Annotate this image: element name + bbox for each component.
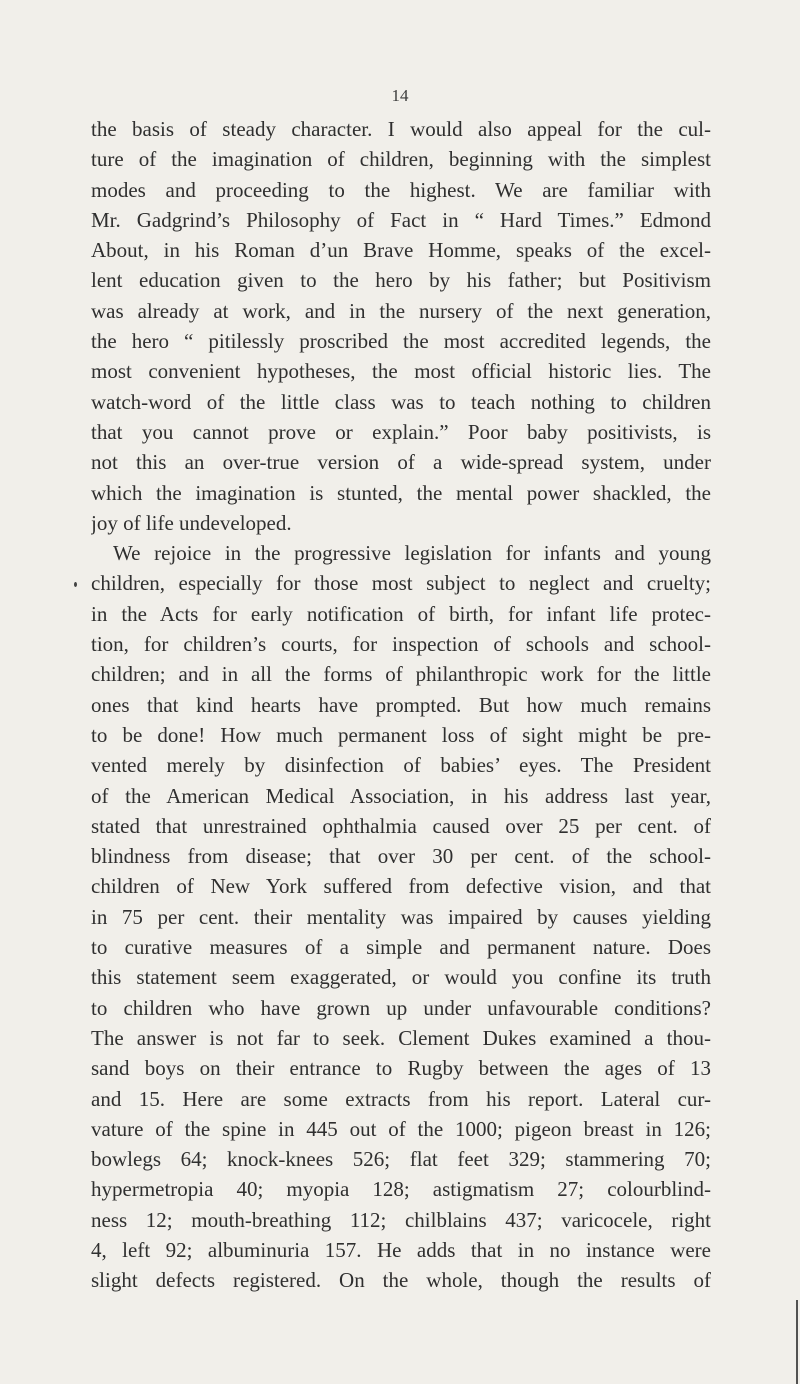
text-line: was already at work, and in the nursery of the next generation,: [91, 298, 711, 323]
page-number: 14: [391, 86, 409, 105]
text-line: to be done! How much permanent loss of sight might be pre-: [91, 722, 711, 747]
text-line: ones that kind hearts have prompted. But how much remains: [91, 692, 711, 717]
text-line: About, in his Roman d’un Brave Homme, speaks of the excel-: [91, 238, 711, 263]
text-line: stated that unrestrained ophthalmia caused over 25 per cent. of: [91, 813, 711, 838]
text-line: hypermetropia 40; myopia 128; astigmatism 27; colourblind-: [91, 1177, 711, 1202]
text-line: We rejoice in the progressive legislation for infants and young: [113, 541, 711, 566]
body-text: [91, 114, 711, 1296]
text-line: ture of the imagination of children, beginning with the simplest: [91, 147, 711, 172]
text-line: not this an over-true version of a wide-spread system, under: [91, 450, 711, 475]
text-line: of the American Medical Association, in his address last year,: [91, 783, 711, 808]
text-line: this statement seem exaggerated, or would you confine its truth: [91, 965, 711, 990]
text-line: in 75 per cent. their mentality was impaired by causes yielding: [91, 904, 711, 929]
text-line: The answer is not far to seek. Clement Dukes examined a thou-: [91, 1025, 711, 1050]
text-line: watch-word of the little class was to teach nothing to children: [91, 389, 711, 414]
text-line: blindness from disease; that over 30 per cent. of the school-: [91, 844, 711, 869]
text-line: sand boys on their entrance to Rugby between the ages of 13: [91, 1056, 711, 1081]
text-line: vature of the spine in 445 out of the 1000; pigeon breast in 126;: [91, 1116, 711, 1141]
text-line: slight defects registered. On the whole, though the results of: [91, 1268, 711, 1293]
text-line: joy of life undeveloped.: [91, 510, 292, 535]
text-line: children of New York suffered from defective vision, and that: [91, 874, 711, 899]
text-line: the basis of steady character. I would also appeal for the cul-: [91, 117, 711, 141]
text-line: and 15. Here are some extracts from his report. Lateral cur-: [91, 1086, 711, 1111]
page-edge-shadow: [796, 1300, 798, 1384]
text-line: bowlegs 64; knock-knees 526; flat feet 329; stammering 70;: [91, 1147, 711, 1172]
text-line: which the imagination is stunted, the mental power shackled, the: [91, 480, 711, 505]
text-line: most convenient hypotheses, the most official historic lies. The: [91, 359, 711, 384]
text-line: 4, left 92; albuminuria 157. He adds that in no instance were: [91, 1237, 711, 1262]
text-line: to curative measures of a simple and permanent nature. Does: [91, 935, 711, 960]
ink-speck: [74, 582, 77, 587]
text-line: that you cannot prove or explain.” Poor baby positivists, is: [91, 419, 711, 444]
text-line: the hero “ pitilessly proscribed the most accredited legends, the: [91, 329, 711, 354]
text-line: lent education given to the hero by his father; but Positivism: [91, 268, 711, 293]
text-line: to children who have grown up under unfavourable conditions?: [91, 995, 711, 1020]
text-line: Mr. Gadgrind’s Philosophy of Fact in “ Hard Times.” Edmond: [91, 207, 711, 232]
text-line: modes and proceeding to the highest. We are familiar with: [91, 177, 711, 202]
text-line: ness 12; mouth-breathing 112; chilblains 437; varicocele, right: [91, 1207, 711, 1232]
text-line: children, especially for those most subject to neglect and cruelty;: [91, 571, 711, 596]
text-line: vented merely by disinfection of babies’ eyes. The President: [91, 753, 711, 778]
text-line: children; and in all the forms of philanthropic work for the little: [91, 662, 711, 687]
text-line: in the Acts for early notification of birth, for infant life protec-: [91, 601, 711, 626]
text-line: tion, for children’s courts, for inspection of schools and school-: [91, 632, 711, 657]
